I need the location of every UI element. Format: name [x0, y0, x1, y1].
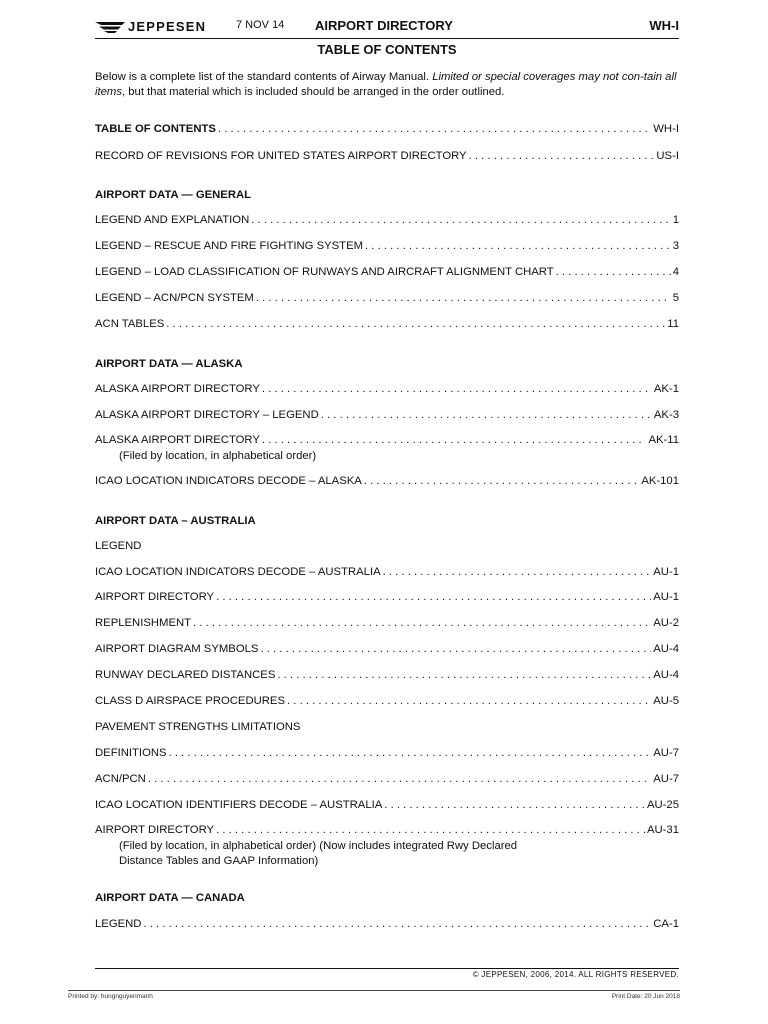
entry-page: AU-1 [653, 566, 679, 578]
entry-label: ALASKA AIRPORT DIRECTORY [95, 434, 260, 446]
toc-entry[interactable] [95, 383, 679, 395]
entry-label: ICAO LOCATION INDICATORS DECODE – ALASKA [95, 475, 362, 487]
entry-label: ICAO LOCATION IDENTIFIERS DECODE – AUSTRALIA [95, 799, 383, 811]
toc-entry[interactable] [95, 773, 679, 785]
entry-page: AU-1 [653, 591, 679, 603]
entry-label: DEFINITIONS [95, 747, 167, 759]
toc-entry[interactable] [95, 409, 679, 421]
toc-entry[interactable] [95, 214, 679, 226]
dot-leader [287, 695, 651, 707]
intro-text: Below is a complete list of the standard contents of Airway Manual. [95, 71, 433, 83]
entry-label: ALASKA AIRPORT DIRECTORY – LEGEND [95, 409, 319, 421]
entry-label: ALASKA AIRPORT DIRECTORY [95, 383, 260, 395]
toc-entry[interactable] [95, 695, 679, 707]
entry-label: AIRPORT DIRECTORY [95, 824, 215, 836]
header-page-id: WH-I [649, 18, 679, 33]
entry-note: Distance Tables and GAAP Information) [119, 855, 319, 867]
entry-page: AU-2 [653, 617, 679, 629]
entry-label: TABLE OF CONTENTS [95, 123, 216, 135]
toc-entry[interactable] [95, 566, 679, 578]
dot-leader [384, 799, 645, 811]
dot-leader [218, 123, 651, 135]
entry-label: REPLENISHMENT [95, 617, 192, 629]
toc-entry[interactable] [95, 240, 679, 252]
footer-rule [95, 968, 679, 969]
entry-label: LEGEND – LOAD CLASSIFICATION OF RUNWAYS AND AIRCRAFT ALIGNMENT CHART [95, 266, 554, 278]
entry-page: AU-4 [653, 669, 679, 681]
toc-entry[interactable] [95, 918, 679, 930]
entry-label: RECORD OF REVISIONS FOR UNITED STATES AIRPORT DIRECTORY [95, 150, 467, 162]
entry-label: AIRPORT DIAGRAM SYMBOLS [95, 643, 259, 655]
dot-leader [365, 240, 671, 252]
toc-entry[interactable] [95, 669, 679, 681]
dot-leader [262, 383, 652, 395]
dot-leader [148, 773, 651, 785]
intro-italic: Limited or special coverages may not con-tain all items [95, 71, 677, 98]
entry-label: ACN TABLES [95, 318, 165, 330]
section-heading-canada: AIRPORT DATA — CANADA [95, 892, 245, 904]
entry-label: RUNWAY DECLARED DISTANCES [95, 669, 276, 681]
toc-entry[interactable] [95, 434, 679, 446]
header-rule [95, 38, 679, 39]
entry-page: AK-3 [653, 409, 679, 421]
entry-label: LEGEND AND EXPLANATION [95, 214, 250, 226]
toc-entry[interactable] [95, 591, 679, 603]
entry-note: (Filed by location, in alphabetical order) (Now includes integrated Rwy Declared [119, 840, 518, 852]
dot-leader [251, 214, 670, 226]
jeppesen-logo [95, 19, 206, 34]
subheading-pavement: PAVEMENT STRENGTHS LIMITATIONS [95, 721, 301, 733]
subheading-legend: LEGEND [95, 540, 142, 552]
dot-leader [169, 747, 652, 759]
toc-entry[interactable] [95, 617, 679, 629]
entry-label: AIRPORT DIRECTORY [95, 591, 215, 603]
entry-page: AU-7 [653, 773, 679, 785]
toc-entry[interactable] [95, 643, 679, 655]
intro-paragraph [95, 70, 685, 100]
dot-leader [383, 566, 652, 578]
dot-leader [262, 434, 647, 446]
dot-leader [469, 150, 655, 162]
intro-text-end: , but that material which is included should be arranged in the order outlined. [122, 86, 505, 98]
brand-name: JEPPESEN [128, 19, 207, 34]
toc-entry[interactable] [95, 824, 679, 836]
entry-page: AU-7 [653, 747, 679, 759]
entry-note: (Filed by location, in alphabetical order) [119, 450, 317, 462]
dot-leader [556, 266, 671, 278]
dot-leader [364, 475, 640, 487]
entry-label: LEGEND [95, 918, 142, 930]
print-date: Print Date: 20 Jun 2018 [611, 993, 680, 1000]
entry-page: US-I [656, 150, 679, 162]
entry-page: CA-1 [653, 918, 679, 930]
printed-by: Printed by: hungnguyenmanh [68, 993, 153, 1000]
jeppesen-wing-icon [95, 21, 125, 33]
toc-entry[interactable] [95, 123, 679, 135]
toc-entry[interactable] [95, 747, 679, 759]
entry-page: AK-101 [641, 475, 679, 487]
dot-leader [216, 824, 645, 836]
section-heading-australia: AIRPORT DATA – AUSTRALIA [95, 515, 256, 527]
entry-page: AK-1 [653, 383, 679, 395]
entry-page: 3 [672, 240, 679, 252]
section-heading-general: AIRPORT DATA — GENERAL [95, 189, 252, 201]
entry-page: AU-31 [646, 824, 679, 836]
toc-entry[interactable] [95, 292, 679, 304]
toc-entry[interactable] [95, 475, 679, 487]
dot-leader [277, 669, 651, 681]
entry-page: 1 [672, 214, 679, 226]
dot-leader [193, 617, 651, 629]
entry-page: AU-5 [653, 695, 679, 707]
entry-label: ACN/PCN [95, 773, 146, 785]
header-title: AIRPORT DIRECTORY [315, 18, 453, 33]
dot-leader [321, 409, 652, 421]
entry-page: WH-I [653, 123, 679, 135]
toc-entry[interactable] [95, 150, 679, 162]
entry-label: ICAO LOCATION INDICATORS DECODE – AUSTRALIA [95, 566, 381, 578]
dot-leader [260, 643, 651, 655]
entry-page: AK-11 [648, 434, 679, 446]
header-date: 7 NOV 14 [236, 19, 285, 31]
page-header [95, 18, 679, 40]
toc-entry[interactable] [95, 318, 679, 330]
section-heading-alaska: AIRPORT DATA — ALASKA [95, 358, 243, 370]
entry-page: 4 [672, 266, 679, 278]
entry-page: 5 [672, 292, 679, 304]
dot-leader [216, 591, 651, 603]
entry-label: CLASS D AIRSPACE PROCEDURES [95, 695, 286, 707]
entry-label: LEGEND – RESCUE AND FIRE FIGHTING SYSTEM [95, 240, 364, 252]
entry-page: AU-25 [646, 799, 679, 811]
entry-page: 11 [667, 318, 679, 330]
dot-leader [256, 292, 671, 304]
entry-page: AU-4 [653, 643, 679, 655]
copyright-notice: © JEPPESEN, 2006, 2014. ALL RIGHTS RESERVED. [472, 970, 679, 979]
dot-leader [143, 918, 651, 930]
print-rule [68, 990, 680, 991]
document-title: TABLE OF CONTENTS [317, 42, 457, 57]
dot-leader [166, 318, 665, 330]
toc-entry[interactable] [95, 266, 679, 278]
toc-entry[interactable] [95, 799, 679, 811]
entry-label: LEGEND – ACN/PCN SYSTEM [95, 292, 254, 304]
